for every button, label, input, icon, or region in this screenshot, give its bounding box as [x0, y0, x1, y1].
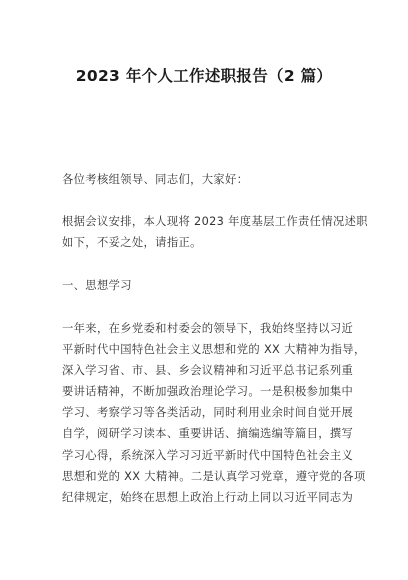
section-heading: 一、思想学习	[62, 279, 132, 292]
body-line-3: 深入学习省、市、县、乡会议精神和习近平总书记系列重	[62, 364, 354, 377]
body-line-5: 学习、考察学习等各类活动，同时利用业余时间自觉开展	[62, 406, 354, 419]
body-line-1: 一年来，在乡党委和村委会的领导下，我始终坚持以习近	[62, 322, 354, 335]
body-line-9: 纪律规定，始终在思想上政治上行动上同以习近平同志为	[62, 491, 354, 504]
intro-line-2: 如下，不妥之处，请指正。	[62, 236, 202, 249]
document-title: 2023 年个人工作述职报告（2 篇）	[75, 67, 333, 85]
intro-line-1: 根据会议安排，本人现将 2023 年度基层工作责任情况述职	[62, 215, 368, 228]
greeting-text: 各位考核组领导、同志们，大家好：	[62, 173, 249, 186]
body-line-4: 要讲话精神，不断加强政治理论学习。一是积极参加集中	[62, 385, 354, 398]
body-line-8: 思想和党的 XX 大精神。二是认真学习党章，遵守党的各项	[62, 470, 366, 483]
body-line-2: 平新时代中国特色社会主义思想和党的 XX 大精神为指导，	[62, 343, 366, 356]
body-line-7: 学习心得，系统深入学习习近平新时代中国特色社会主义	[62, 449, 354, 462]
body-line-6: 自学，阅研学习读本、重要讲话、摘编选编等篇目，撰写	[62, 427, 354, 440]
